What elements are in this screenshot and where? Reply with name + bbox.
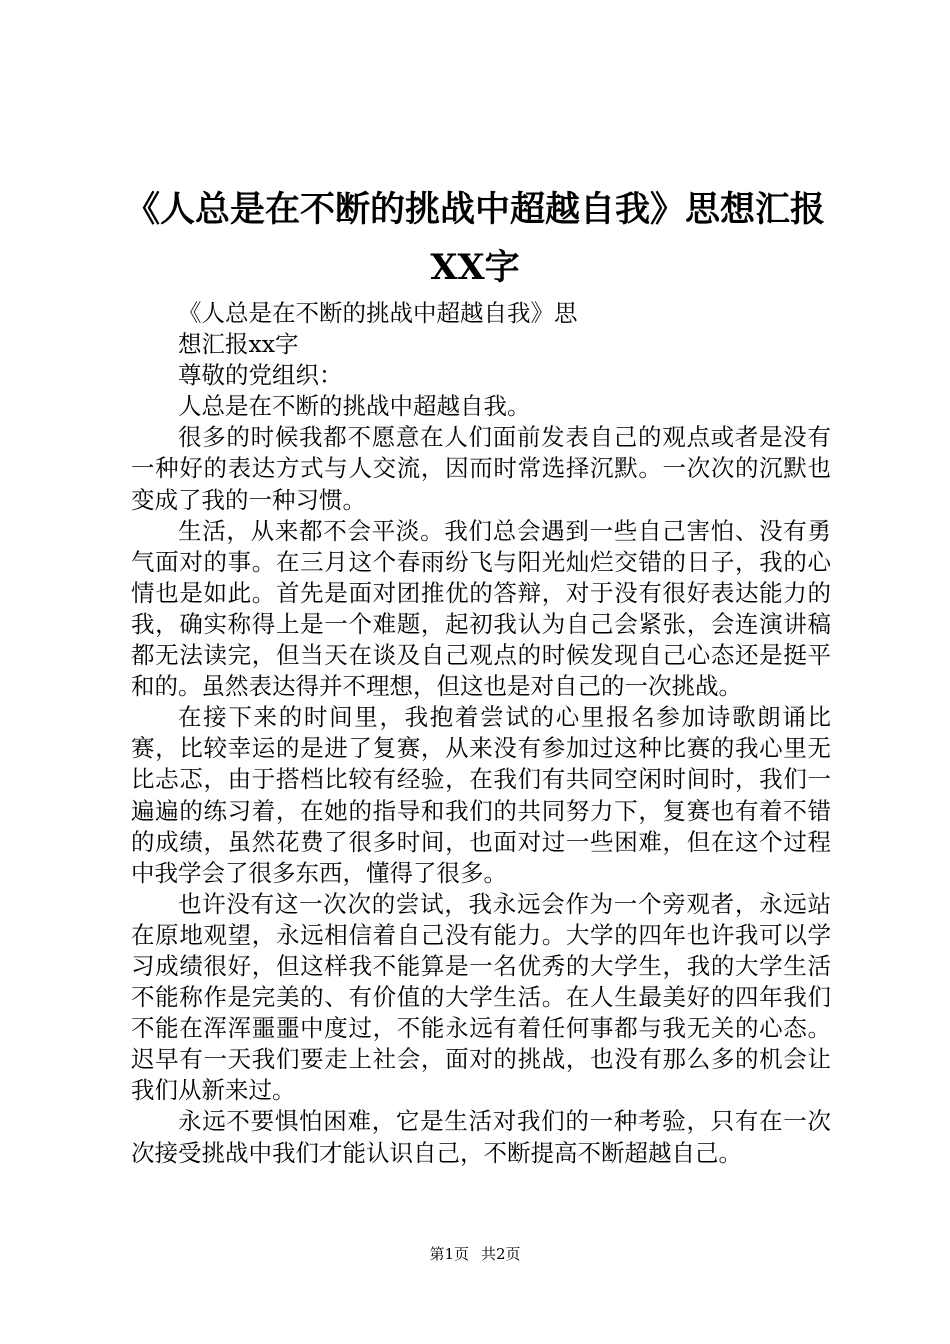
body-paragraph: 人总是在不断的挑战中超越自我。: [178, 392, 531, 421]
body-paragraph: 永远不要惧怕困难，它是生活对我们的一种考验，只有在一次次接受挑战中我们才能认识自己，不断提高不断超越自己。: [131, 1107, 831, 1167]
page-number-total: 共2页: [481, 1245, 521, 1263]
body-paragraph: 很多的时候我都不愿意在人们面前发表自己的观点或者是没有一种好的表达方式与人交流，因而时常选择沉默。一次次的沉默也变成了我的一种习惯。: [131, 423, 831, 514]
document-title-line-2: XX字: [430, 247, 520, 288]
body-paragraph: 生活，从来都不会平淡。我们总会遇到一些自己害怕、没有勇气面对的事。在三月这个春雨纷飞与阳光灿烂交错的日子，我的心情也是如此。首先是面对团推优的答辩，对于没有很好表达能力的我，确实称得上是一个难题，起初我认为自己会紧张，会连演讲稿都无法读完，但当天在谈及自己观点的时候发现自己心态还是挺平和的。虽然表达得并不理想，但这也是对自己的一次挑战。: [131, 516, 831, 701]
body-paragraph: 也许没有这一次次的尝试，我永远会作为一个旁观者，永远站在原地观望，永远相信着自己没有能力。大学的四年也许我可以学习成绩很好，但这样我不能算是一名优秀的大学生，我的大学生活不能称作是完美的、有价值的大学生活。在人生最美好的四年我们不能在浑浑噩噩中度过，不能永远有着任何事都与我无关的心态。迟早有一天我们要走上社会，面对的挑战，也没有那么多的机会让我们从新来过。: [131, 889, 831, 1105]
page-number-current: 第1页: [429, 1245, 469, 1263]
body-paragraph: 在接下来的时间里，我抱着尝试的心里报名参加诗歌朗诵比赛，比较幸运的是进了复赛，从来没有参加过这种比赛的我心里无比忐忑，由于搭档比较有经验，在我们有共同空闲时间时，我们一遍遍的练习着，在她的指导和我们的共同努力下，复赛也有着不错的成绩，虽然花费了很多时间，也面对过一些困难，但在这个过程中我学会了很多东西，懂得了很多。: [131, 703, 831, 887]
body-paragraph: 尊敬的党组织：: [178, 361, 343, 390]
page-footer: [0, 1244, 950, 1264]
document-title-line-1: 《人总是在不断的挑战中超越自我》思想汇报: [124, 189, 825, 230]
body-paragraph: 《人总是在不断的挑战中超越自我》思: [178, 299, 578, 327]
document-body: [131, 298, 831, 1169]
body-paragraph: 想汇报xx字: [178, 330, 299, 359]
